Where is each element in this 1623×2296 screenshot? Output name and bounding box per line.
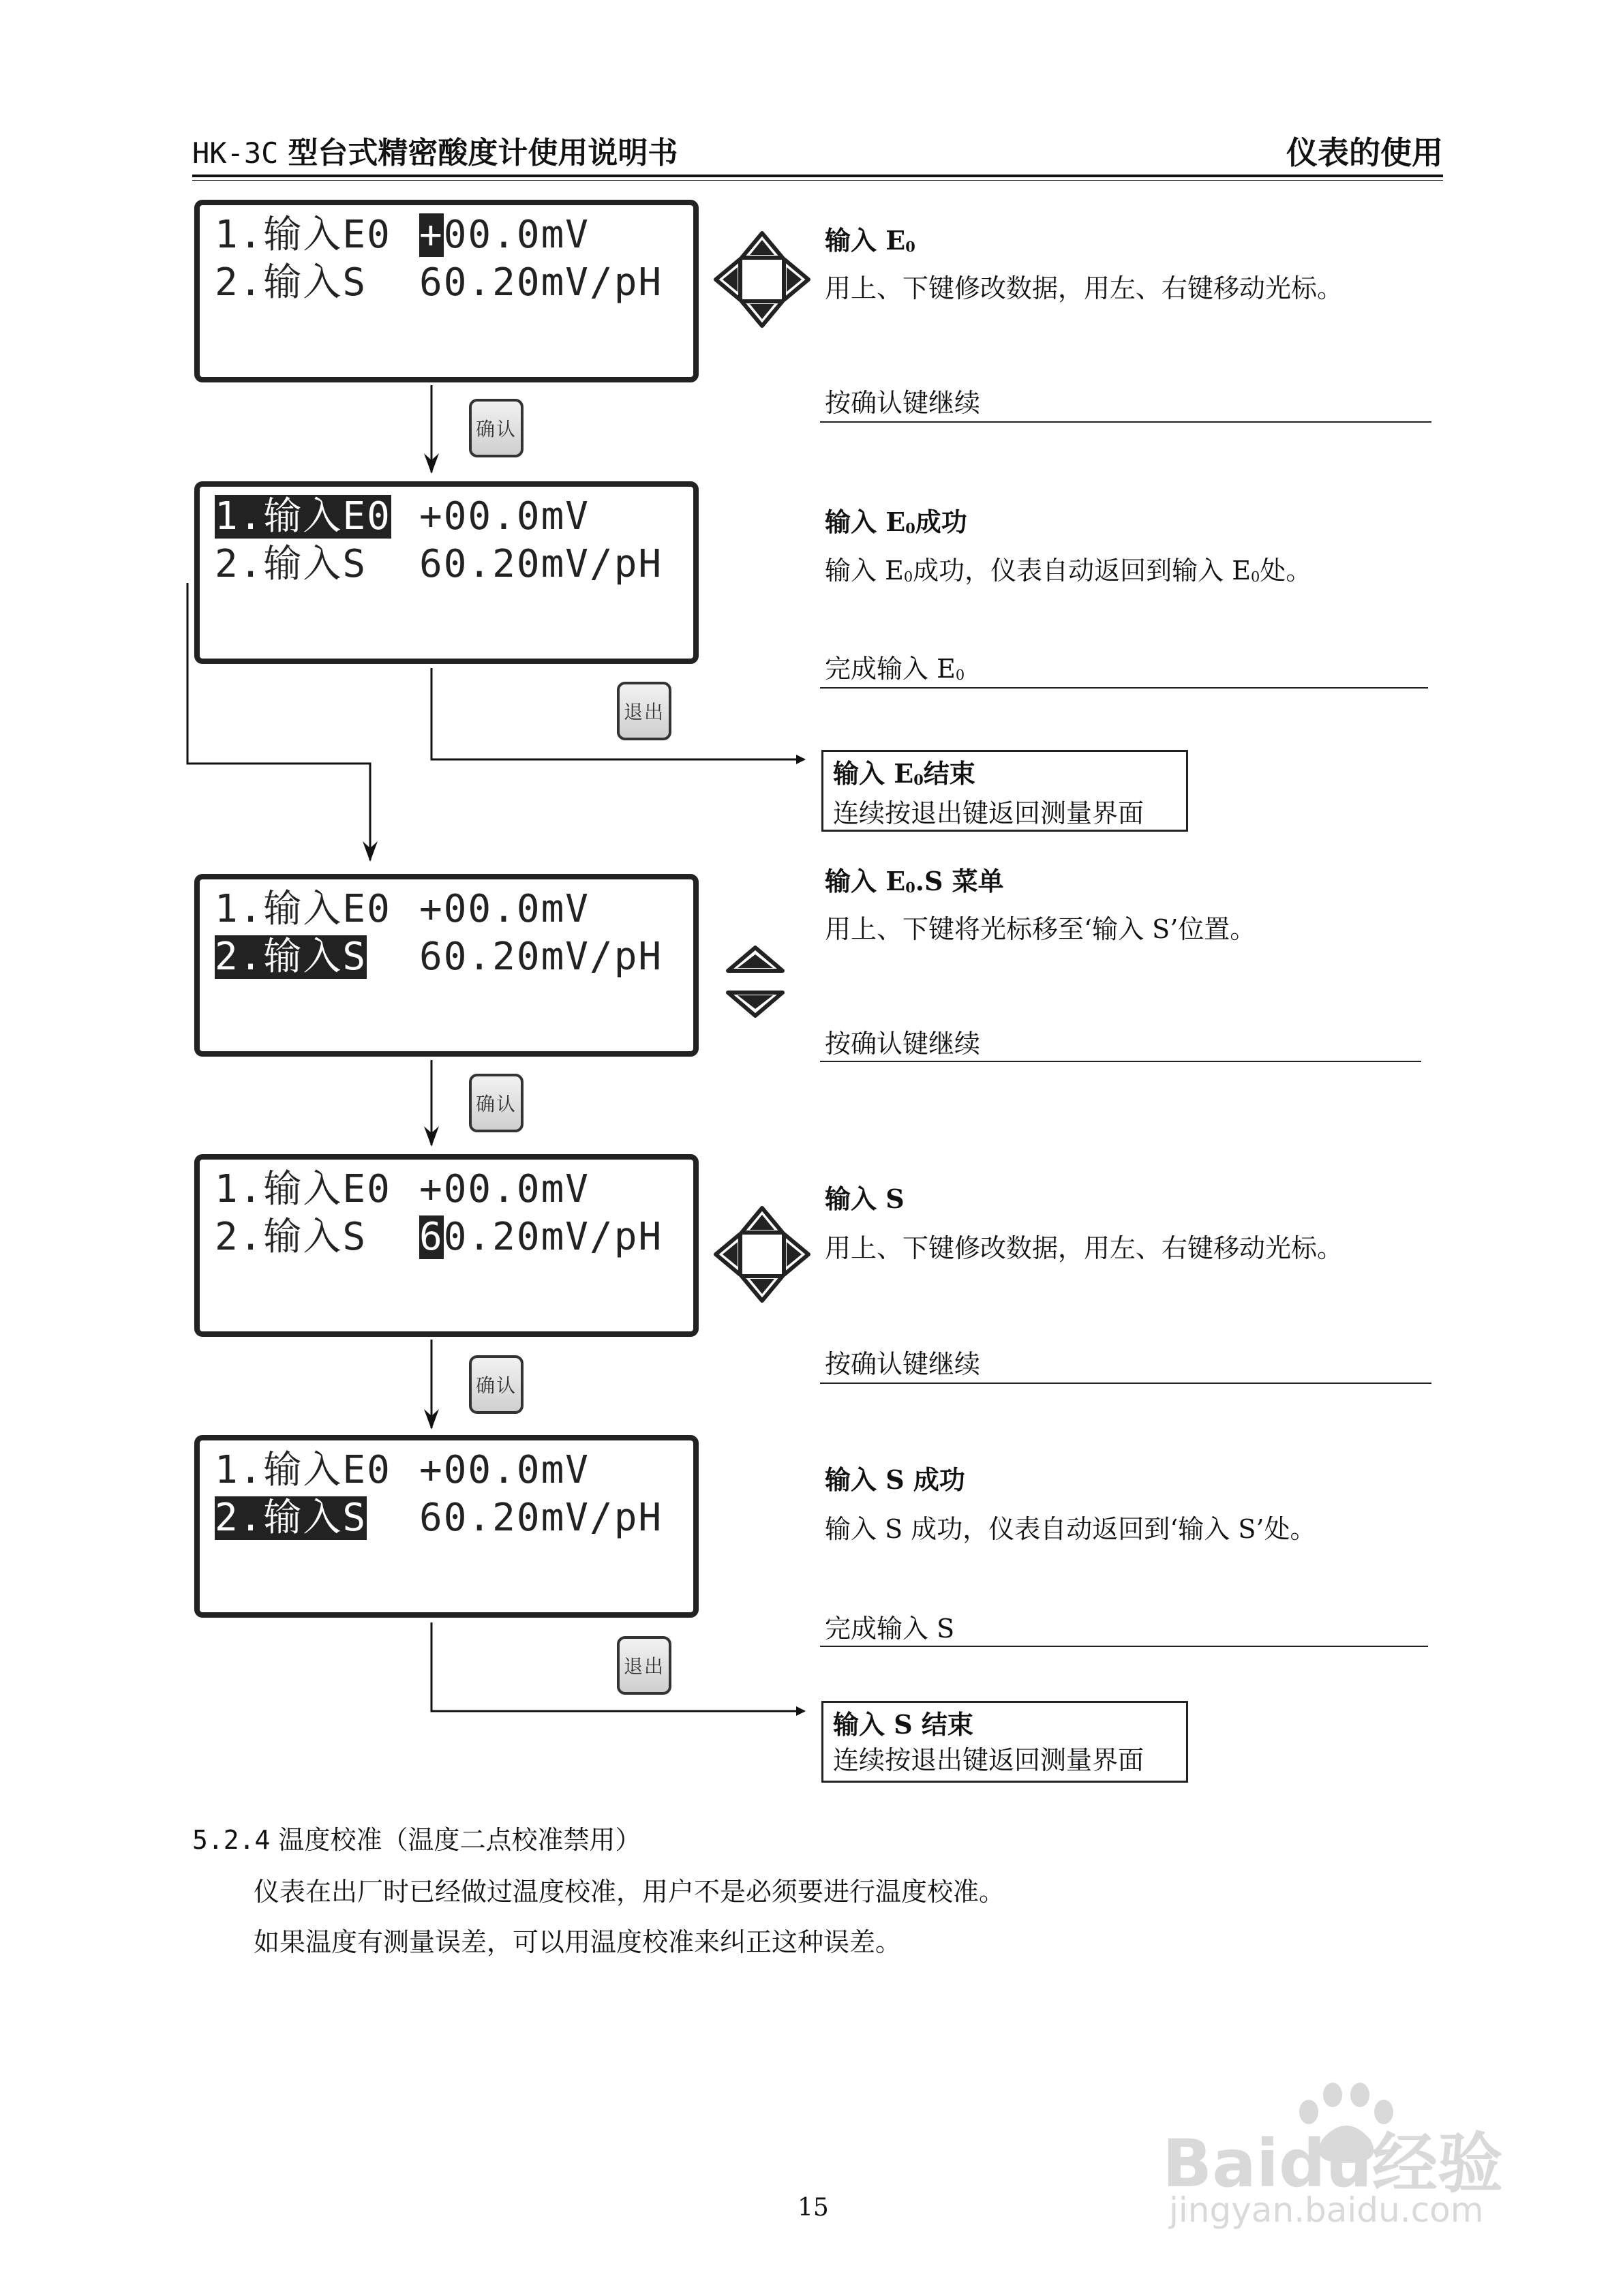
- step1-desc: 用上、下键修改数据，用左、右键移动光标。: [825, 273, 1344, 303]
- lcd-row1-label: 1.输入E0: [215, 887, 391, 931]
- baidu-watermark: [1155, 2064, 1537, 2235]
- lcd-screen-step5: [194, 1435, 699, 1618]
- lcd-cursor: 6: [419, 1215, 444, 1259]
- step2-rule: [820, 687, 1428, 689]
- lcd-row1-label: 1.输入E0: [215, 1448, 391, 1492]
- lcd-row2-label: 2.输入S: [215, 260, 367, 305]
- step3-rule: [820, 1061, 1421, 1062]
- lcd-row2-label-selected: 2.输入S: [215, 1496, 367, 1540]
- step2-desc: 输入 $E_0$成功，仪表自动返回到输入 $E_0$处。: [825, 556, 1312, 586]
- section-number: 5.2.4: [192, 1825, 271, 1855]
- step1-continue: 按确认键继续: [825, 388, 981, 418]
- step2-title: 输入 $E_0$成功: [825, 507, 967, 537]
- end-title: 输入 $E_0$结束: [833, 758, 975, 789]
- step5-continue: 完成输入 S: [825, 1614, 955, 1644]
- step1-title: 输入 $E_0$: [825, 225, 915, 256]
- lcd-row1-value: +00.0mV: [419, 1167, 590, 1211]
- four-way-keypad-icon: [716, 233, 808, 326]
- lcd-row1-label-selected: 1.输入E0: [215, 494, 391, 539]
- paragraph-1: 仪表在出厂时已经做过温度校准，用户不是必须要进行温度校准。: [254, 1877, 1005, 1907]
- exit-button[interactable]: 退出: [617, 682, 671, 740]
- lcd-row2-label-selected: 2.输入S: [215, 935, 367, 979]
- confirm-button[interactable]: 确认: [469, 399, 524, 457]
- end-box-e0: [821, 750, 1188, 832]
- step2-continue: 完成输入 $E_0$: [825, 654, 965, 684]
- lcd-row1-value: +00.0mV: [419, 494, 590, 539]
- step4-rule: [820, 1383, 1431, 1384]
- step4-continue: 按确认键继续: [825, 1349, 981, 1379]
- lcd-row1-value: +00.0mV: [419, 1448, 590, 1492]
- step4-title: 输入 S: [825, 1183, 905, 1214]
- end-desc: 连续按退出键返回测量界面: [833, 798, 1144, 828]
- lcd-row2-value: 60.20mV/pH: [419, 1496, 663, 1540]
- step3-desc: 用上、下键将光标移至‘输入 S’位置。: [825, 914, 1256, 944]
- manual-title: 型台式精密酸度计使用说明书: [288, 136, 678, 170]
- lcd-row2-label: 2.输入S: [215, 1215, 367, 1259]
- step5-title: 输入 S 成功: [825, 1464, 965, 1495]
- page-number: 15: [798, 2194, 829, 2222]
- confirm-button[interactable]: 确认: [469, 1074, 524, 1132]
- step4-desc: 用上、下键修改数据，用左、右键移动光标。: [825, 1233, 1344, 1263]
- section-name: 仪表的使用: [1286, 134, 1443, 171]
- lcd-screen-step1: [194, 200, 699, 382]
- end-box-s: [821, 1701, 1188, 1783]
- lcd-row2-value: 60.20mV/pH: [419, 542, 663, 586]
- watermark-url: jingyan.baidu.com: [1169, 2190, 1484, 2230]
- up-down-keypad-icon: [728, 948, 783, 1016]
- end-desc: 连续按退出键返回测量界面: [833, 1745, 1144, 1775]
- lcd-row1-label: 1.输入E0: [215, 213, 391, 257]
- lcd-row2-value: 0.20mV/pH: [443, 1215, 663, 1259]
- step5-rule: [820, 1646, 1428, 1647]
- lcd-screen-step2: [194, 481, 699, 664]
- section-title: 温度校准（温度二点校准禁用）: [278, 1825, 641, 1855]
- four-way-keypad-icon-2: [716, 1208, 808, 1301]
- watermark-brand: Baidu经验: [1162, 2126, 1503, 2202]
- lcd-row1-label: 1.输入E0: [215, 1167, 391, 1211]
- section-heading: [192, 1819, 641, 1856]
- step1-rule: [820, 421, 1431, 423]
- paragraph-2: 如果温度有测量误差，可以用温度校准来纠正这种误差。: [254, 1927, 902, 1957]
- lcd-row2-label: 2.输入S: [215, 542, 367, 586]
- exit-button[interactable]: 退出: [617, 1636, 671, 1695]
- model-name: HK-3C: [192, 136, 279, 170]
- lcd-screen-step4: [194, 1154, 699, 1337]
- lcd-row1-value: 00.0mV: [443, 213, 590, 257]
- lcd-row2-value: 60.20mV/pH: [419, 260, 663, 305]
- step5-desc: 输入 S 成功，仪表自动返回到‘输入 S’处。: [825, 1514, 1316, 1544]
- confirm-button[interactable]: 确认: [469, 1355, 524, 1414]
- step3-title: 输入 $E_0.S$ 菜单: [825, 866, 1004, 896]
- step3-continue: 按确认键继续: [825, 1029, 981, 1059]
- lcd-row2-value: 60.20mV/pH: [419, 935, 663, 979]
- lcd-row1-value: +00.0mV: [419, 887, 590, 931]
- end-title: 输入 S 结束: [833, 1709, 973, 1740]
- lcd-screen-step3: [194, 874, 699, 1057]
- lcd-cursor: +: [419, 213, 444, 257]
